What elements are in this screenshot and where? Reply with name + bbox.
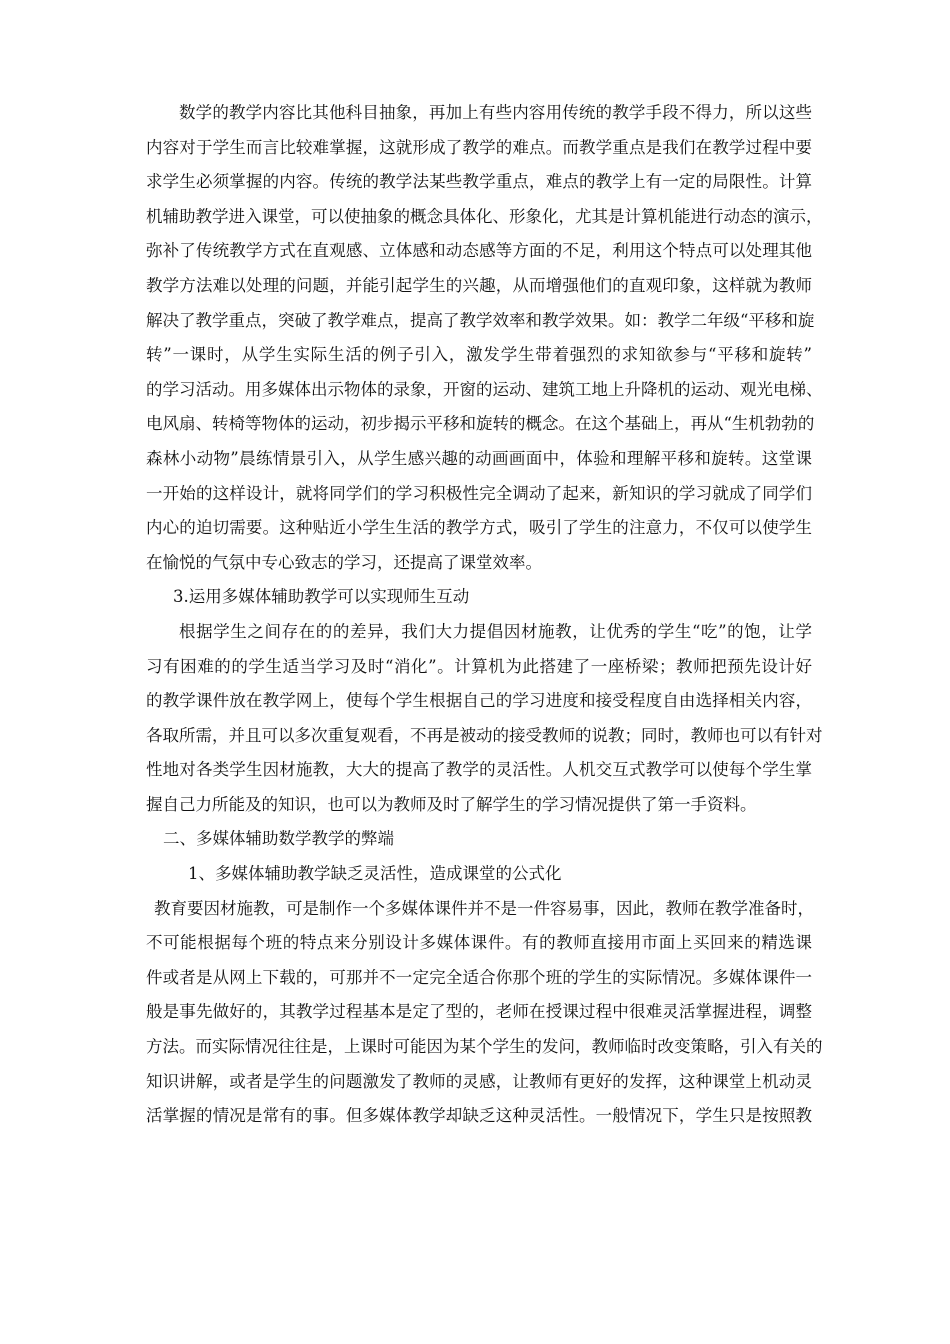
text-line: 求学生必须掌握的内容。传统的教学法某些教学重点，难点的教学上有一定的局限性。计算 bbox=[146, 172, 812, 192]
text-line: 数学的教学内容比其他科目抽象，再加上有些内容用传统的教学手段不得力，所以这些 bbox=[179, 103, 812, 122]
text-line: 弥补了传统教学方式在直观感、立体感和动态感等方面的不足，利用这个特点可以处理其他 bbox=[146, 241, 812, 261]
section-heading-3: 3.运用多媒体辅助教学可以实现师生互动 bbox=[173, 587, 470, 607]
text-line: 转”一课时，从学生实际生活的例子引入，激发学生带着强烈的求知欲参与“平移和旋转” bbox=[146, 345, 812, 365]
paragraph-teacher-student-interaction bbox=[146, 615, 823, 823]
text-line: 教学方法难以处理的问题，并能引起学生的兴趣，从而增强他们的直观印象，这样就为教师 bbox=[146, 275, 812, 295]
text-line: 件或者是从网上下载的，可那并不一定完全适合你那个班的学生的实际情况。多媒体课件一 bbox=[146, 967, 812, 987]
text-line: 的教学课件放在教学网上，使每个学生根据自己的学习进度和接受程度自由选择相关内容， bbox=[146, 691, 812, 711]
document-body bbox=[146, 96, 823, 1134]
text-line: 性地对各类学生因材施教，大大的提高了教学的灵活性。人机交互式教学可以使每个学生掌 bbox=[146, 760, 812, 780]
paragraph-lack-of-flexibility bbox=[146, 892, 823, 1134]
text-line: 一开始的这样设计，就将同学们的学习积极性完全调动了起来，新知识的学习就成了同学们 bbox=[146, 483, 812, 503]
text-line: 电风扇、转椅等物体的运动，初步揭示平移和旋转的概念。在这个基础上，再从“生机勃勃的 bbox=[146, 414, 815, 434]
text-line: 的学习活动。用多媒体出示物体的录象，开窗的运动、建筑工地上升降机的运动、观光电梯、 bbox=[146, 379, 823, 399]
text-line: 握自己力所能及的知识，也可以为教师及时了解学生的学习情况提供了第一手资料。 bbox=[146, 794, 757, 814]
text-line: 习有困难的的学生适当学习及时“消化”。计算机为此搭建了一座桥梁；教师把预先设计好 bbox=[146, 656, 812, 676]
text-line: 根据学生之间存在的的差异，我们大力提倡因材施教，让优秀的学生“吃”的饱，让学 bbox=[179, 621, 812, 641]
text-line: 机辅助教学进入课堂，可以使抽象的概念具体化、形象化，尤其是计算机能进行动态的演示， bbox=[146, 206, 823, 226]
subheading-lack-of-flexibility: 1、多媒体辅助教学缺乏灵活性，造成课堂的公式化 bbox=[188, 864, 562, 884]
text-line: 森林小动物”晨练情景引入，从学生感兴趣的动画画面中，体验和理解平移和旋转。这堂课 bbox=[146, 448, 812, 468]
text-line: 方法。而实际情况往往是，上课时可能因为某个学生的发问，教师临时改变策略，引入有关的 bbox=[146, 1037, 823, 1057]
text-line: 活掌握的情况是常有的事。但多媒体教学却缺乏这种灵活性。一般情况下，学生只是按照教 bbox=[146, 1106, 812, 1126]
section-heading-disadvantages: 二、多媒体辅助数学教学的弊端 bbox=[163, 829, 394, 849]
text-line: 内心的迫切需要。这种贴近小学生生活的教学方式，吸引了学生的注意力，不仅可以使学生 bbox=[146, 518, 812, 538]
text-line: 在愉悦的气氛中专心致志的学习，还提高了课堂效率。 bbox=[146, 552, 542, 572]
text-line: 教育要因材施教，可是制作一个多媒体课件并不是一件容易事，因此，教师在教学准备时， bbox=[154, 898, 814, 918]
paragraph-advantages-visual bbox=[146, 96, 823, 580]
text-line: 知识讲解，或者是学生的问题激发了教师的灵感，让教师有更好的发挥，这种课堂上机动灵 bbox=[146, 1071, 812, 1091]
text-line: 不可能根据每个班的特点来分别设计多媒体课件。有的教师直接用市面上买回来的精选课 bbox=[146, 933, 812, 953]
text-line: 各取所需，并且可以多次重复观看，不再是被动的接受教师的说教；同时，教师也可以有针对 bbox=[146, 725, 823, 745]
text-line: 解决了教学重点，突破了教学难点，提高了教学效率和教学效果。如：教学二年级“平移和旋 bbox=[146, 310, 815, 330]
text-line: 内容对于学生而言比较难掌握，这就形成了教学的难点。而教学重点是我们在教学过程中要 bbox=[146, 137, 812, 157]
text-line: 般是事先做好的，其教学过程基本是定了型的，老师在授课过程中很难灵活掌握进程，调整 bbox=[146, 1002, 812, 1022]
